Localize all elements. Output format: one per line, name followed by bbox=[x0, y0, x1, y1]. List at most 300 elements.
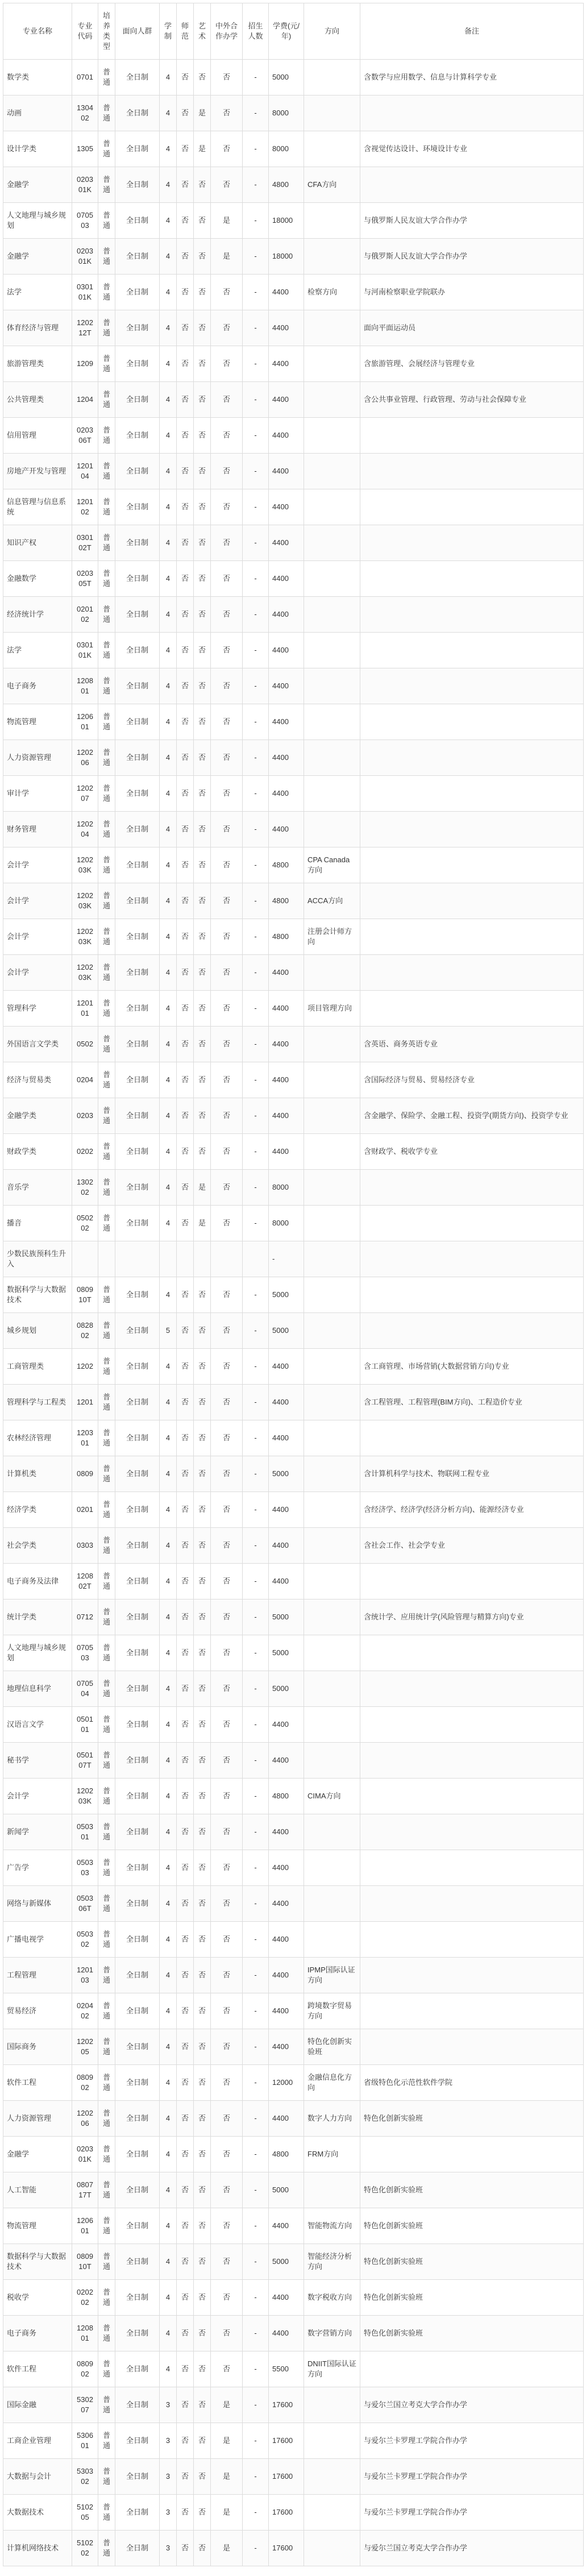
table-row bbox=[3, 346, 584, 382]
cell-remarks bbox=[360, 2351, 584, 2387]
cell-art: 否 bbox=[194, 1707, 211, 1743]
cell-major-name: 音乐学 bbox=[3, 1170, 72, 1206]
cell-normal: 否 bbox=[177, 203, 194, 239]
cell-tuition: 17600 bbox=[269, 2495, 304, 2531]
cell-enrollment: - bbox=[243, 1456, 269, 1492]
cell-direction bbox=[304, 1385, 360, 1420]
cell-target-group: 全日制 bbox=[115, 1814, 160, 1850]
table-row bbox=[3, 1492, 584, 1528]
cell-enrollment: - bbox=[243, 454, 269, 489]
cell-remarks: 与俄罗斯人民友谊大学合作办学 bbox=[360, 203, 584, 239]
cell-training-type: 普通 bbox=[98, 525, 115, 561]
cell-direction bbox=[304, 1707, 360, 1743]
cell-major-code: 070504 bbox=[72, 1671, 98, 1707]
cell-joint-program: 否 bbox=[211, 1707, 243, 1743]
table-row bbox=[3, 1635, 584, 1671]
cell-joint-program: 否 bbox=[211, 1456, 243, 1492]
cell-major-name: 统计学类 bbox=[3, 1599, 72, 1635]
cell-enrollment: - bbox=[243, 418, 269, 454]
cell-training-type: 普通 bbox=[98, 2423, 115, 2459]
cell-direction bbox=[304, 955, 360, 991]
cell-enrollment: - bbox=[243, 812, 269, 847]
cell-tuition: 5000 bbox=[269, 1599, 304, 1635]
cell-normal: 否 bbox=[177, 633, 194, 668]
cell-target-group: 全日制 bbox=[115, 203, 160, 239]
cell-joint-program: 否 bbox=[211, 60, 243, 95]
cell-major-name: 工商管理类 bbox=[3, 1349, 72, 1385]
cell-joint-program: 否 bbox=[211, 1206, 243, 1241]
cell-tuition: 4400 bbox=[269, 2208, 304, 2244]
cell-normal: 否 bbox=[177, 1599, 194, 1635]
cell-enrollment: - bbox=[243, 1850, 269, 1886]
cell-tuition: 5000 bbox=[269, 1277, 304, 1313]
cell-tuition: 5500 bbox=[269, 2351, 304, 2387]
cell-tuition: 8000 bbox=[269, 1170, 304, 1206]
cell-remarks bbox=[360, 1277, 584, 1313]
cell-enrollment: - bbox=[243, 1313, 269, 1349]
cell-enrollment: - bbox=[243, 1206, 269, 1241]
cell-tuition: 4800 bbox=[269, 1779, 304, 1814]
cell-remarks bbox=[360, 1241, 584, 1277]
header-enrollment: 招生人数 bbox=[243, 3, 269, 60]
cell-remarks: 含公共事业管理、行政管理、劳动与社会保障专业 bbox=[360, 382, 584, 418]
cell-target-group: 全日制 bbox=[115, 2316, 160, 2351]
cell-major-name: 金融学 bbox=[3, 167, 72, 203]
cell-tuition: 4400 bbox=[269, 1850, 304, 1886]
cell-major-code: 020305T bbox=[72, 561, 98, 597]
cell-remarks: 含统计学、应用统计学(风险管理与精算方向)专业 bbox=[360, 1599, 584, 1635]
cell-remarks bbox=[360, 1313, 584, 1349]
cell-normal: 否 bbox=[177, 955, 194, 991]
cell-remarks bbox=[360, 991, 584, 1027]
cell-normal: 否 bbox=[177, 1886, 194, 1922]
cell-tuition: 17600 bbox=[269, 2423, 304, 2459]
cell-duration: 4 bbox=[160, 2065, 177, 2101]
cell-tuition: 4400 bbox=[269, 275, 304, 310]
cell-training-type: 普通 bbox=[98, 2029, 115, 2065]
cell-enrollment: - bbox=[243, 847, 269, 883]
table-row bbox=[3, 2495, 584, 2531]
cell-enrollment: - bbox=[243, 1492, 269, 1528]
cell-art: 否 bbox=[194, 955, 211, 991]
cell-joint-program: 是 bbox=[211, 2531, 243, 2566]
cell-remarks bbox=[360, 1993, 584, 2029]
cell-direction bbox=[304, 1170, 360, 1206]
cell-joint-program: 否 bbox=[211, 812, 243, 847]
cell-normal: 否 bbox=[177, 525, 194, 561]
cell-major-name: 知识产权 bbox=[3, 525, 72, 561]
cell-normal: 否 bbox=[177, 1170, 194, 1206]
cell-direction: CPA Canada方向 bbox=[304, 847, 360, 883]
cell-target-group: 全日制 bbox=[115, 1671, 160, 1707]
cell-joint-program: 否 bbox=[211, 1564, 243, 1599]
cell-art: 否 bbox=[194, 668, 211, 704]
cell-target-group: 全日制 bbox=[115, 1134, 160, 1170]
cell-enrollment: - bbox=[243, 382, 269, 418]
cell-training-type: 普通 bbox=[98, 561, 115, 597]
table-row bbox=[3, 1349, 584, 1385]
cell-enrollment: - bbox=[243, 1098, 269, 1134]
cell-art: 否 bbox=[194, 346, 211, 382]
cell-normal: 否 bbox=[177, 2387, 194, 2423]
cell-duration: 4 bbox=[160, 704, 177, 740]
cell-joint-program: 否 bbox=[211, 597, 243, 633]
cell-tuition: 4400 bbox=[269, 2029, 304, 2065]
cell-joint-program: 否 bbox=[211, 346, 243, 382]
cell-joint-program: 否 bbox=[211, 1349, 243, 1385]
cell-target-group: 全日制 bbox=[115, 955, 160, 991]
cell-duration: 4 bbox=[160, 1814, 177, 1850]
cell-training-type: 普通 bbox=[98, 239, 115, 275]
cell-direction bbox=[304, 239, 360, 275]
cell-joint-program: 否 bbox=[211, 776, 243, 812]
cell-duration: 4 bbox=[160, 740, 177, 776]
cell-major-name: 管理科学与工程类 bbox=[3, 1385, 72, 1420]
cell-enrollment: - bbox=[243, 1277, 269, 1313]
cell-enrollment: - bbox=[243, 1743, 269, 1779]
cell-direction bbox=[304, 812, 360, 847]
cell-direction: IPMP国际认证方向 bbox=[304, 1958, 360, 1993]
cell-direction: DNIIT国际认证方向 bbox=[304, 2351, 360, 2387]
cell-training-type: 普通 bbox=[98, 1564, 115, 1599]
cell-major-name: 国际商务 bbox=[3, 2029, 72, 2065]
cell-art: 否 bbox=[194, 2101, 211, 2137]
cell-direction: CIMA方向 bbox=[304, 1779, 360, 1814]
cell-enrollment: - bbox=[243, 2387, 269, 2423]
cell-tuition: 4800 bbox=[269, 167, 304, 203]
cell-art: 否 bbox=[194, 776, 211, 812]
cell-enrollment: - bbox=[243, 1635, 269, 1671]
cell-direction: 智能经济分析方向 bbox=[304, 2244, 360, 2280]
cell-normal: 否 bbox=[177, 847, 194, 883]
cell-art: 否 bbox=[194, 1528, 211, 1564]
cell-major-name: 汉语言文学 bbox=[3, 1707, 72, 1743]
cell-art: 否 bbox=[194, 1349, 211, 1385]
cell-remarks bbox=[360, 704, 584, 740]
cell-tuition: 4400 bbox=[269, 812, 304, 847]
cell-remarks: 与爱尔兰卡罗理工学院合作办学 bbox=[360, 2459, 584, 2495]
cell-major-name: 数据科学与大数据技术 bbox=[3, 2244, 72, 2280]
cell-major-code: 0303 bbox=[72, 1528, 98, 1564]
cell-art: 是 bbox=[194, 131, 211, 167]
cell-major-name: 计算机类 bbox=[3, 1456, 72, 1492]
cell-major-code: 0502 bbox=[72, 1027, 98, 1062]
cell-joint-program: 否 bbox=[211, 2172, 243, 2208]
cell-remarks bbox=[360, 167, 584, 203]
cell-training-type: 普通 bbox=[98, 991, 115, 1027]
cell-remarks bbox=[360, 1635, 584, 1671]
cell-duration: 4 bbox=[160, 597, 177, 633]
cell-normal: 否 bbox=[177, 919, 194, 955]
cell-major-code: 530302 bbox=[72, 2459, 98, 2495]
cell-target-group bbox=[115, 1241, 160, 1277]
cell-target-group: 全日制 bbox=[115, 1098, 160, 1134]
cell-art: 否 bbox=[194, 1277, 211, 1313]
cell-normal: 否 bbox=[177, 1062, 194, 1098]
cell-target-group: 全日制 bbox=[115, 418, 160, 454]
cell-joint-program: 否 bbox=[211, 1313, 243, 1349]
cell-direction: 数字税收方向 bbox=[304, 2280, 360, 2316]
cell-major-code: 050302 bbox=[72, 1922, 98, 1958]
cell-remarks: 含社会工作、社会学专业 bbox=[360, 1528, 584, 1564]
cell-remarks bbox=[360, 1886, 584, 1922]
cell-target-group: 全日制 bbox=[115, 1313, 160, 1349]
cell-art: 否 bbox=[194, 275, 211, 310]
cell-direction: CFA方向 bbox=[304, 167, 360, 203]
cell-major-name: 金融学 bbox=[3, 2137, 72, 2172]
cell-normal: 否 bbox=[177, 1958, 194, 1993]
cell-major-name: 地理信息科学 bbox=[3, 1671, 72, 1707]
cell-duration: 4 bbox=[160, 1779, 177, 1814]
cell-major-code: 130402 bbox=[72, 95, 98, 131]
cell-target-group: 全日制 bbox=[115, 1599, 160, 1635]
cell-remarks bbox=[360, 418, 584, 454]
cell-joint-program: 否 bbox=[211, 1027, 243, 1062]
cell-tuition: 8000 bbox=[269, 1206, 304, 1241]
cell-target-group: 全日制 bbox=[115, 1170, 160, 1206]
cell-direction bbox=[304, 418, 360, 454]
cell-duration: 4 bbox=[160, 1170, 177, 1206]
cell-tuition: 4400 bbox=[269, 1349, 304, 1385]
cell-major-name: 电子商务及法律 bbox=[3, 1564, 72, 1599]
cell-art: 否 bbox=[194, 2531, 211, 2566]
cell-remarks: 与爱尔兰卡罗理工学院合作办学 bbox=[360, 2495, 584, 2531]
cell-tuition: 4800 bbox=[269, 919, 304, 955]
cell-major-name: 外国语言文学类 bbox=[3, 1027, 72, 1062]
cell-remarks bbox=[360, 1206, 584, 1241]
cell-enrollment: - bbox=[243, 1814, 269, 1850]
cell-direction: 数字营销方向 bbox=[304, 2316, 360, 2351]
cell-normal: 否 bbox=[177, 668, 194, 704]
table-row bbox=[3, 561, 584, 597]
cell-direction bbox=[304, 776, 360, 812]
cell-normal: 否 bbox=[177, 1635, 194, 1671]
cell-normal: 否 bbox=[177, 1671, 194, 1707]
cell-art bbox=[194, 1241, 211, 1277]
table-row bbox=[3, 812, 584, 847]
table-row bbox=[3, 1313, 584, 1349]
cell-joint-program: 否 bbox=[211, 1599, 243, 1635]
cell-art: 否 bbox=[194, 60, 211, 95]
cell-target-group: 全日制 bbox=[115, 525, 160, 561]
cell-tuition: 4400 bbox=[269, 1528, 304, 1564]
cell-major-code: 030101K bbox=[72, 633, 98, 668]
cell-major-code: 0202 bbox=[72, 1134, 98, 1170]
cell-major-name: 大数据与会计 bbox=[3, 2459, 72, 2495]
cell-normal: 否 bbox=[177, 2351, 194, 2387]
cell-duration: 4 bbox=[160, 346, 177, 382]
cell-normal: 否 bbox=[177, 275, 194, 310]
cell-duration: 4 bbox=[160, 1564, 177, 1599]
cell-enrollment: - bbox=[243, 1922, 269, 1958]
cell-major-code: 050303 bbox=[72, 1850, 98, 1886]
cell-duration: 4 bbox=[160, 2208, 177, 2244]
table-row bbox=[3, 1062, 584, 1098]
cell-enrollment: - bbox=[243, 2029, 269, 2065]
cell-training-type: 普通 bbox=[98, 883, 115, 919]
cell-remarks bbox=[360, 561, 584, 597]
cell-normal: 否 bbox=[177, 1134, 194, 1170]
cell-remarks: 特色化创新实验班 bbox=[360, 2172, 584, 2208]
cell-remarks: 与爱尔兰国立考克大学合作办学 bbox=[360, 2387, 584, 2423]
cell-normal: 否 bbox=[177, 991, 194, 1027]
cell-joint-program: 否 bbox=[211, 1743, 243, 1779]
cell-remarks: 与爱尔兰国立考克大学合作办学 bbox=[360, 2531, 584, 2566]
cell-training-type: 普通 bbox=[98, 919, 115, 955]
cell-enrollment: - bbox=[243, 991, 269, 1027]
cell-major-name: 法学 bbox=[3, 633, 72, 668]
cell-target-group: 全日制 bbox=[115, 1993, 160, 2029]
cell-normal: 否 bbox=[177, 2065, 194, 2101]
cell-joint-program: 否 bbox=[211, 1492, 243, 1528]
cell-training-type: 普通 bbox=[98, 2280, 115, 2316]
cell-tuition: 8000 bbox=[269, 131, 304, 167]
cell-direction bbox=[304, 1098, 360, 1134]
cell-art: 否 bbox=[194, 1779, 211, 1814]
table-row bbox=[3, 167, 584, 203]
table-row bbox=[3, 1814, 584, 1850]
cell-remarks bbox=[360, 525, 584, 561]
cell-duration: 4 bbox=[160, 60, 177, 95]
cell-normal: 否 bbox=[177, 704, 194, 740]
cell-training-type: 普通 bbox=[98, 668, 115, 704]
cell-major-code: 120101 bbox=[72, 991, 98, 1027]
cell-joint-program: 否 bbox=[211, 883, 243, 919]
cell-art: 否 bbox=[194, 239, 211, 275]
cell-target-group: 全日制 bbox=[115, 489, 160, 525]
cell-joint-program: 否 bbox=[211, 2137, 243, 2172]
cell-duration: 4 bbox=[160, 203, 177, 239]
cell-direction: 检察方向 bbox=[304, 275, 360, 310]
cell-normal: 否 bbox=[177, 776, 194, 812]
cell-normal: 否 bbox=[177, 2495, 194, 2531]
cell-joint-program: 否 bbox=[211, 1671, 243, 1707]
cell-target-group: 全日制 bbox=[115, 1886, 160, 1922]
cell-major-code: 120203K bbox=[72, 883, 98, 919]
cell-major-name: 新闻学 bbox=[3, 1814, 72, 1850]
cell-target-group: 全日制 bbox=[115, 382, 160, 418]
cell-joint-program: 否 bbox=[211, 955, 243, 991]
cell-art: 否 bbox=[194, 919, 211, 955]
cell-duration: 4 bbox=[160, 418, 177, 454]
cell-normal: 否 bbox=[177, 883, 194, 919]
cell-training-type: 普通 bbox=[98, 203, 115, 239]
cell-training-type: 普通 bbox=[98, 2137, 115, 2172]
cell-target-group: 全日制 bbox=[115, 2137, 160, 2172]
cell-major-name: 金融数学 bbox=[3, 561, 72, 597]
cell-major-code: 050101 bbox=[72, 1707, 98, 1743]
cell-joint-program: 否 bbox=[211, 382, 243, 418]
cell-target-group: 全日制 bbox=[115, 668, 160, 704]
cell-remarks: 含旅游管理、会展经济与管理专业 bbox=[360, 346, 584, 382]
cell-joint-program: 否 bbox=[211, 991, 243, 1027]
cell-major-code: 530207 bbox=[72, 2387, 98, 2423]
cell-normal: 否 bbox=[177, 2531, 194, 2566]
cell-training-type: 普通 bbox=[98, 1635, 115, 1671]
cell-normal: 否 bbox=[177, 1850, 194, 1886]
cell-normal: 否 bbox=[177, 2280, 194, 2316]
cell-enrollment: - bbox=[243, 2531, 269, 2566]
cell-major-code: 080717T bbox=[72, 2172, 98, 2208]
cell-target-group: 全日制 bbox=[115, 597, 160, 633]
cell-major-name: 社会学类 bbox=[3, 1528, 72, 1564]
cell-tuition: 4400 bbox=[269, 633, 304, 668]
cell-art: 否 bbox=[194, 203, 211, 239]
cell-tuition: 4400 bbox=[269, 1385, 304, 1420]
table-row bbox=[3, 597, 584, 633]
cell-direction bbox=[304, 454, 360, 489]
cell-tuition: 5000 bbox=[269, 60, 304, 95]
cell-duration: 4 bbox=[160, 310, 177, 346]
cell-major-code: 020301K bbox=[72, 167, 98, 203]
cell-art: 否 bbox=[194, 597, 211, 633]
cell-enrollment: - bbox=[243, 740, 269, 776]
cell-remarks: 含视觉传达设计、环境设计专业 bbox=[360, 131, 584, 167]
cell-training-type: 普通 bbox=[98, 1277, 115, 1313]
cell-enrollment: - bbox=[243, 1599, 269, 1635]
cell-direction bbox=[304, 2423, 360, 2459]
cell-joint-program bbox=[211, 1241, 243, 1277]
cell-major-code: 130202 bbox=[72, 1170, 98, 1206]
table-row bbox=[3, 1599, 584, 1635]
cell-major-code: 0712 bbox=[72, 1599, 98, 1635]
cell-enrollment: - bbox=[243, 2351, 269, 2387]
cell-duration: 4 bbox=[160, 1850, 177, 1886]
cell-training-type: 普通 bbox=[98, 382, 115, 418]
cell-tuition: 4400 bbox=[269, 1993, 304, 2029]
cell-major-name: 贸易经济 bbox=[3, 1993, 72, 2029]
table-row bbox=[3, 2065, 584, 2101]
cell-target-group: 全日制 bbox=[115, 883, 160, 919]
cell-art: 否 bbox=[194, 740, 211, 776]
cell-duration: 3 bbox=[160, 2423, 177, 2459]
cell-tuition: 5000 bbox=[269, 2244, 304, 2280]
table-row bbox=[3, 310, 584, 346]
cell-direction bbox=[304, 310, 360, 346]
cell-training-type: 普通 bbox=[98, 1814, 115, 1850]
cell-remarks bbox=[360, 1707, 584, 1743]
cell-art: 否 bbox=[194, 454, 211, 489]
cell-enrollment: - bbox=[243, 525, 269, 561]
cell-tuition: 4400 bbox=[269, 1707, 304, 1743]
cell-normal: 否 bbox=[177, 1492, 194, 1528]
cell-joint-program: 否 bbox=[211, 2351, 243, 2387]
cell-direction: 数字人力方向 bbox=[304, 2101, 360, 2137]
cell-duration: 4 bbox=[160, 1027, 177, 1062]
cell-duration: 4 bbox=[160, 561, 177, 597]
cell-tuition: 4400 bbox=[269, 1420, 304, 1456]
cell-major-code: 120103 bbox=[72, 1958, 98, 1993]
cell-tuition: 4400 bbox=[269, 1098, 304, 1134]
cell-target-group: 全日制 bbox=[115, 1206, 160, 1241]
table-row bbox=[3, 95, 584, 131]
table-row bbox=[3, 633, 584, 668]
cell-remarks bbox=[360, 1743, 584, 1779]
cell-remarks bbox=[360, 1922, 584, 1958]
cell-major-name: 经济与贸易类 bbox=[3, 1062, 72, 1098]
cell-training-type: 普通 bbox=[98, 2531, 115, 2566]
cell-joint-program: 否 bbox=[211, 2065, 243, 2101]
cell-enrollment: - bbox=[243, 275, 269, 310]
table-row bbox=[3, 1743, 584, 1779]
cell-major-name: 大数据技术 bbox=[3, 2495, 72, 2531]
cell-major-name: 会计学 bbox=[3, 847, 72, 883]
cell-target-group: 全日制 bbox=[115, 1385, 160, 1420]
cell-normal: 否 bbox=[177, 597, 194, 633]
cell-enrollment: - bbox=[243, 2137, 269, 2172]
cell-normal: 否 bbox=[177, 60, 194, 95]
cell-normal: 否 bbox=[177, 2137, 194, 2172]
